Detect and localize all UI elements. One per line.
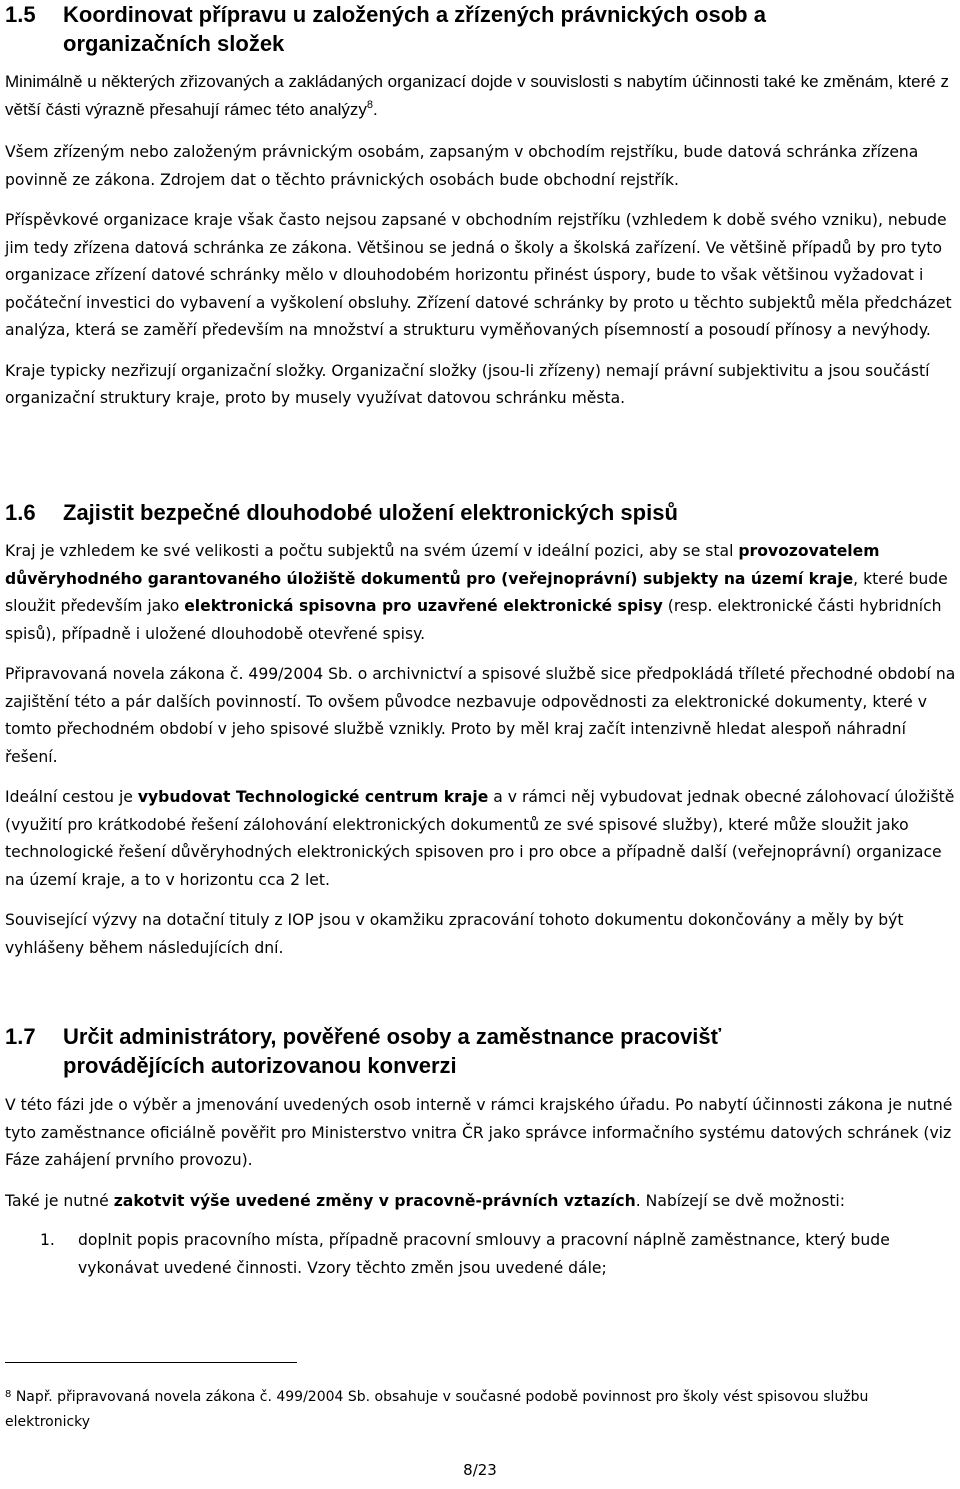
paragraph: Připravovaná novela zákona č. 499/2004 Sb. o archivnictví a spisové službě sice předpokládá tříleté přechodné období na zajištění této a pár dalších povinností. To ovšem původce nezbavuje odpovědnosti za elektronické dokumenty, které v tomto přechodném období v jeho spisové službě vznikly. Proto by měl kraj začít intenzivně hledat alespoň náhradní řešení.: [5, 665, 956, 766]
text-run: (resp. elektronické části hybridních spisů), případně i uložené dlouhodobě otevřené spisy.: [5, 597, 942, 643]
paragraph: Všem zřízeným nebo založeným právnickým osobám, zapsaným v obchodím rejstříku, bude datová schránka zřízena povinně ze zákona. Zdrojem dat o těchto právnických osobách bude obchodní rejstřík.: [5, 143, 919, 189]
paragraph: [5, 784, 957, 894]
bold-text: elektronická spisovna pro uzavřené elektronické spisy: [184, 597, 663, 615]
bold-text: zakotvit výše uvedené změny v pracovně-právních vztazích: [113, 1191, 636, 1210]
footnote-text: Např. připravovaná novela zákona č. 499/2004 Sb. obsahuje v současné podobě povinnost pro školy vést spisovou službu elektronicky: [5, 1389, 869, 1430]
text-run: Ideální cestou je: [5, 788, 138, 806]
section-1-7-body: [5, 1092, 957, 1215]
paragraph: Související výzvy na dotační tituly z IOP jsou v okamžiku zpracování tohoto dokumentu dokončovány a měly by být vyhlášeny během následujících dní.: [5, 911, 904, 957]
section-1-6-heading: [5, 498, 905, 527]
page-number: 8/23: [463, 1461, 497, 1479]
paragraph: Příspěvkové organizace kraje však často nejsou zapsané v obchodním rejstříku (vzhledem k době svého vzniku), nebude jim tedy zřízena datová schránka ze zákona. Většinou se jedná o školy a školská zařízení. Ve většině případů by pro tyto organizace zřízení datové schránky mělo v dlouhodobém horizontu přinést úspory, bude to však většinou vyžadovat i počáteční investici do vybavení a vyškolení obsluhy. Zřízení datové schránky by proto u těchto subjektů měla předcházet analýza, která se zaměří především na množství a strukturu vyměňovaných písemností a posoudí přínosy a nevýhody.: [5, 211, 952, 339]
paragraph-end: .: [373, 99, 378, 119]
paragraph: Kraje typicky nezřizují organizační složky. Organizační složky (jsou-li zřízeny) nemají právní subjektivitu a jsou součástí organizační struktury kraje, proto by musely využívat datovou schránku města.: [5, 361, 930, 407]
footnote-reference: 8: [366, 98, 374, 111]
section-title: Koordinovat přípravu u založených a zřízených právnických osob a organizačních složek: [63, 2, 766, 56]
text-run: Kraj je vzhledem ke své velikosti a počtu subjektů na svém území v ideální pozici, aby se stal: [5, 542, 739, 560]
section-1-5-heading: [5, 0, 905, 58]
bold-text: vybudovat Technologické centrum kraje: [137, 788, 489, 806]
section-title: Zajistit bezpečné dlouhodobé uložení elektronických spisů: [63, 500, 678, 525]
bold-text: provozovatelem důvěryhodného garantovaného úložiště dokumentů pro (veřejnoprávní) subjekty na území kraje: [5, 542, 880, 588]
section-title: Určit administrátory, pověřené osoby a zaměstnance pracovišť provádějících autorizovanou konverzi: [63, 1024, 722, 1078]
section-1-6-body: [5, 538, 957, 962]
section-number: 1.5: [5, 2, 36, 27]
text-run: a v rámci něj vybudovat jednak obecné zálohovací úložiště (využití pro krátkodobé řešení zálohování elektronických dokumentů ze své spisové služby), které může sloužit jako technologické řešení důvěryhodných elektronických spisoven pro i pro obce a případně další (veřejnoprávní) organizace na území kraje, a to v horizontu cca 2 let.: [5, 788, 955, 889]
list-item: [40, 1227, 945, 1282]
list-item-text: doplnit popis pracovního místa, případně pracovní smlouvy a pracovní náplně zaměstnance, který bude vykonávat uvedené činnosti. Vzory těchto změn jsou uvedené dále;: [78, 1231, 890, 1277]
section-1-5-body: [5, 68, 957, 413]
text-run: . Nabízejí se dvě možnosti:: [635, 1191, 846, 1210]
paragraph: [5, 538, 957, 648]
paragraph: [5, 68, 957, 126]
paragraph: [5, 1188, 957, 1216]
paragraph-text: Minimálně u některých zřizovaných a zakládaných organizací dojde v souvislosti s nabytím účinnosti také ke změnám, které z větší části výrazně přesahují rámec této analýzy: [5, 72, 949, 119]
section-1-7-heading: [5, 1022, 825, 1080]
text-run: Také je nutné: [5, 1191, 114, 1210]
footnote-separator: [5, 1362, 297, 1363]
text-run: , které bude sloužit především jako: [5, 569, 948, 615]
footnote-marker: 8: [5, 1389, 12, 1400]
list-marker: 1.: [40, 1231, 55, 1249]
section-number: 1.7: [5, 1024, 36, 1049]
footnote: [5, 1385, 957, 1435]
section-number: 1.6: [5, 500, 36, 525]
paragraph: V této fázi jde o výběr a jmenování uvedených osob interně v rámci krajského úřadu. Po nabytí účinnosti zákona je nutné tyto zaměstnance oficiálně pověřit pro Ministerstvo vnitra ČR jako správce informačního systému datových schránek (viz Fáze zahájení prvního provozu).: [5, 1096, 953, 1169]
